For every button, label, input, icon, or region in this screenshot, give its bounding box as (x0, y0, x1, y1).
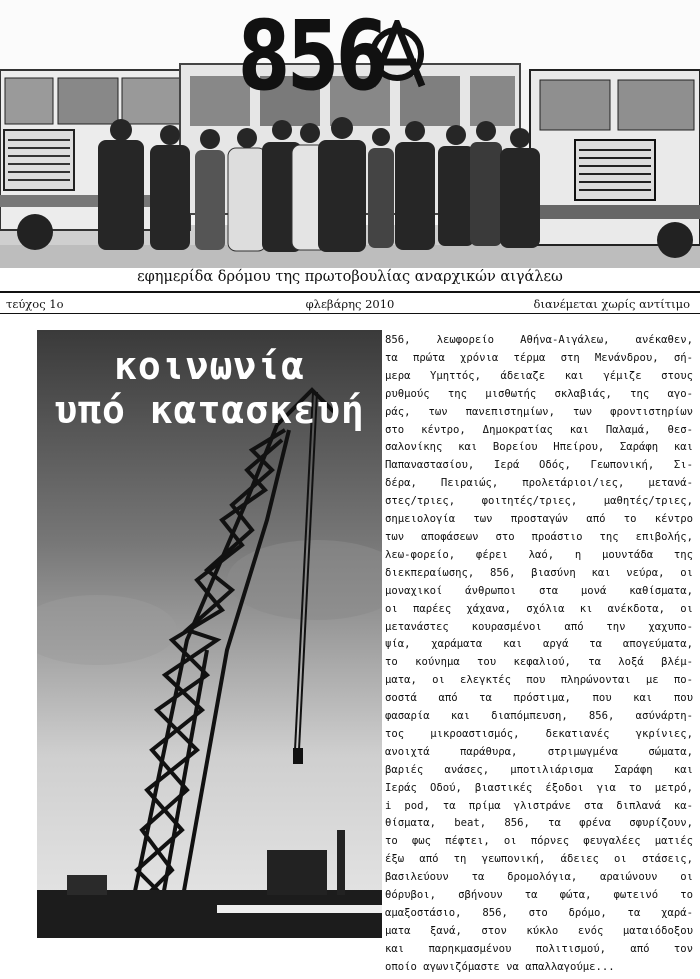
article-line: βαριές ανάσες, μποτιλιάρισμα Σαράφη και (385, 763, 693, 776)
price-note: διανέμεται χωρίς αντίτιμο (533, 297, 690, 311)
poster-title-line1: κοινωνία (113, 344, 306, 388)
article-line: Ιεράς Οδού, βιαστικές έξοδοι για το μετρό, (385, 781, 693, 794)
article-line: ματα, οι ελεγκτές που πληρώνονται με πο- (385, 674, 693, 687)
article-line: μερα Υμηττός, άδειαζε και γέμιζε στους (385, 369, 693, 382)
header-rule-top (0, 291, 700, 293)
article-line: ματα ξανά, στον κύκλο ενός ματαιόδοξου (385, 924, 693, 937)
issue-info-bar (0, 294, 700, 314)
crane-poster (37, 330, 382, 938)
article-line: ρυθμούς της μισθωτής σκλαβιάς, της αγο- (385, 387, 693, 400)
header-rule-bottom (0, 313, 700, 314)
article-line: και παρηκμασμένου πολιτισμού, από τον (385, 942, 693, 955)
right-bus-shape (530, 70, 700, 258)
article-text (385, 332, 693, 977)
article-line: δέρα, Πειραιώς, προλετάριοι/ιες, μετανά- (385, 477, 693, 490)
article-line: διεκπεραίωσης, 856, βιασύνη και νεύρα, οι (385, 566, 693, 579)
poster-title-line2: υπό κατασκευή (54, 388, 365, 432)
article-line: το κούνημα του κεφαλιού, τα λοξά βλέμ- (385, 656, 693, 669)
article-line: οποίο αγωνιζόμαστε να απαλλαγούμε... (385, 960, 615, 973)
article-line: οι παρέες χάχανα, σχόλια κι ανέκδοτα, οι (385, 602, 693, 615)
article-line: λεω-φορείο, φέρει λαό, η μουντάδα της (385, 548, 693, 561)
article-line: ψία, χαράματα και αργά τα απογεύματα, (385, 638, 693, 651)
article-line: τα πρώτα χρόνια τέρμα στη Μενάνδρου, σή- (385, 351, 693, 364)
article-line: το φως πέφτει, οι πόρνες φευγαλέες ματιές (385, 835, 693, 848)
masthead-photo (0, 0, 700, 268)
article-line: στο κέντρο, Δημοκρατίας και Παλαμά, θεσ- (385, 423, 693, 436)
article-line: Παπαναστασίου, Ιερά Οδός, Γεωπονική, Σι- (385, 459, 693, 472)
article-line: σημειολογία των προσταγών από το κέντρο (385, 513, 693, 526)
poster-title (37, 330, 382, 432)
article-line: των αποφάσεων στο προάστιο της επιβολής, (385, 530, 693, 543)
article-line: ανοιχτά παράθυρα, στριμωγμένα σώματα, (385, 745, 693, 758)
logo-text: 856 (238, 0, 385, 112)
article-line: τος μικροαστισμός, δεκατιανές γκρίνιες, (385, 727, 693, 740)
article-line: μοναχικοί άνθρωποι στα μονά καθίσματα, (385, 584, 693, 597)
article-line: μετανάστες κουρασμένοι από την χαχυπο- (385, 620, 693, 633)
newspaper-subtitle: εφημερίδα δρόμου της πρωτοβουλίας αναρχικών αιγάλεω (137, 269, 563, 285)
article-line: έξω από τη γεωπονική, άδειες οι στάσεις, (385, 853, 693, 866)
article-line: βασιλεύουν τα δρομολόγια, αραιώνουν οι (385, 871, 693, 884)
article-line: σαλονίκης και Βορείου Ηπείρου, Σαράφη και (385, 441, 693, 454)
article-line: φασαρία και διαπόμπευση, 856, ασύνάρτη- (385, 710, 693, 723)
article-line: θόρυβοι, σβήνουν τα φώτα, φωτεινό το (385, 889, 693, 902)
issue-number: τεύχος 1ο (6, 297, 64, 311)
article-line: αμαξοστάσιο, 856, στο δρόμο, τα χαρά- (385, 907, 693, 919)
article-line: 856, λεωφορείο Αθήνα-Αιγάλεω, ανέκαθεν, (385, 334, 693, 346)
article-line: ράς, των πανεπιστημίων, των φροντιστηρίων (385, 405, 693, 418)
article-line: σοστά από τα πρόστιμα, που και που (385, 692, 693, 705)
article-line: i pod, τα πρίμα γλιστράνε στα διπλανά κα- (385, 799, 693, 812)
article-line: στες/τριες, φοιτητές/τριες, μαθητές/τριες, (385, 495, 693, 508)
article-line: θίσματα, beat, 856, τα φρένα σφυρίζουν, (385, 817, 693, 830)
issue-date: φλεβάρης 2010 (305, 297, 395, 311)
logo (238, 0, 428, 112)
